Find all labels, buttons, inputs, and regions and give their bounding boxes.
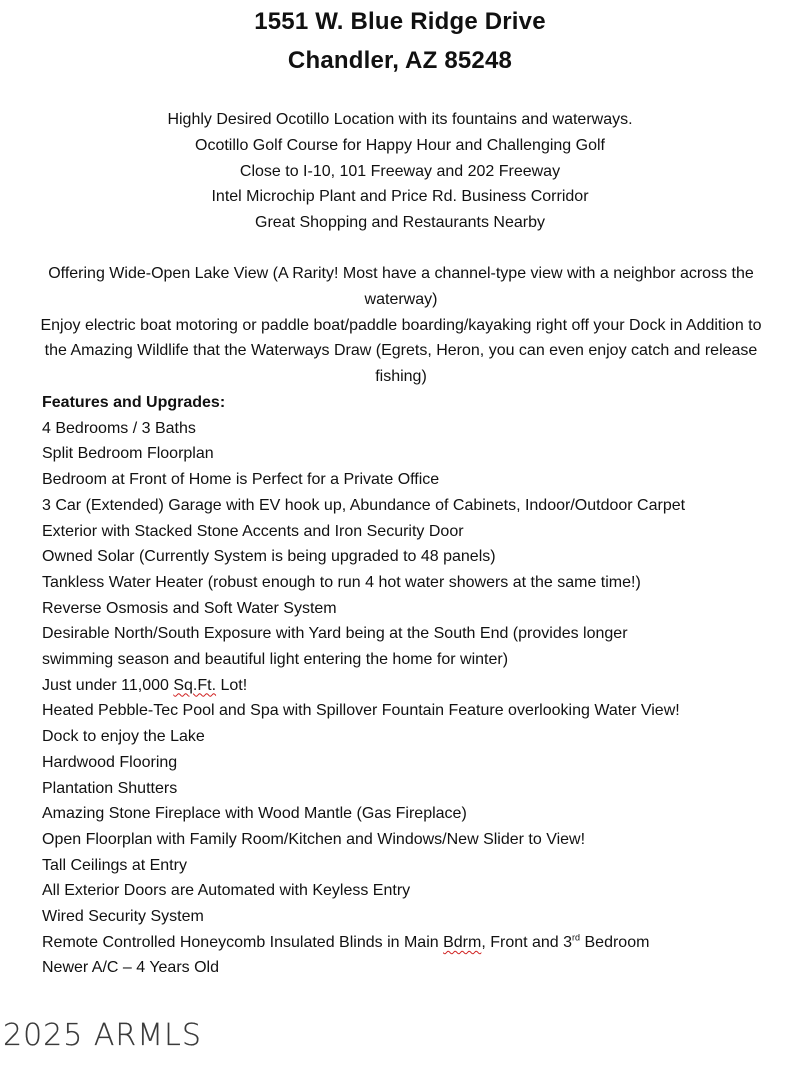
- feature-item: 3 Car (Extended) Garage with EV hook up, Abundance of Cabinets, Indoor/Outdoor Carpet: [42, 496, 686, 514]
- intro-line: Intel Microchip Plant and Price Rd. Business Corridor: [211, 188, 589, 206]
- feature-item: Tankless Water Heater (robust enough to run 4 hot water showers at the same time!): [42, 573, 641, 591]
- feature-item: Dock to enjoy the Lake: [42, 728, 205, 746]
- features-heading: Features and Upgrades:: [42, 394, 226, 411]
- feature-item: Owned Solar (Currently System is being upgraded to 48 panels): [42, 548, 496, 566]
- blinds-text-end: Bedroom: [580, 933, 650, 951]
- ordinal-superscript: rd: [572, 932, 581, 943]
- intro-line: Ocotillo Golf Course for Happy Hour and Challenging Golf: [195, 136, 605, 154]
- feature-item: Exterior with Stacked Stone Accents and Iron Security Door: [42, 522, 464, 540]
- spellcheck-word: Bdrm: [443, 933, 482, 951]
- feature-item: All Exterior Doors are Automated with Keyless Entry: [42, 882, 411, 900]
- feature-item: Tall Ceilings at Entry: [42, 856, 187, 874]
- feature-item: Hardwood Flooring: [42, 753, 178, 771]
- feature-item: Plantation Shutters: [42, 779, 178, 797]
- copyright-watermark: 2025 ARMLS: [3, 1018, 202, 1053]
- intro-line: Highly Desired Ocotillo Location with its fountains and waterways.: [167, 111, 633, 128]
- address-line-2: Chandler, AZ 85248: [287, 47, 513, 74]
- intro-block: [40, 107, 760, 236]
- blinds-text: Remote Controlled Honeycomb Insulated Blinds in Main: [42, 933, 444, 951]
- lot-text: Just under 11,000: [42, 676, 174, 694]
- blinds-text-mid: , Front and 3: [481, 933, 573, 951]
- feature-item: Wired Security System: [42, 908, 204, 926]
- feature-item: Split Bedroom Floorplan: [42, 445, 214, 463]
- feature-item-blinds: [42, 930, 782, 956]
- lake-view-paragraph: Offering Wide-Open Lake View (A Rarity! Most have a channel-type view with a neighbor across the waterway): [48, 265, 754, 308]
- feature-item: 4 Bedrooms / 3 Baths: [42, 419, 196, 437]
- spellcheck-word: Sq.Ft.: [173, 676, 217, 694]
- feature-item: Bedroom at Front of Home is Perfect for a Private Office: [42, 471, 440, 489]
- feature-item: Desirable North/South Exposure with Yard being at the South End (provides longer swimming season and beautiful light entering the home for winter): [42, 625, 628, 669]
- address-line-1: 1551 W. Blue Ridge Drive: [254, 8, 546, 35]
- lot-text-end: Lot!: [216, 676, 248, 694]
- feature-item: Amazing Stone Fireplace with Wood Mantle (Gas Fireplace): [42, 805, 467, 823]
- feature-item: Newer A/C – 4 Years Old: [42, 959, 219, 977]
- wildlife-paragraph: Enjoy electric boat motoring or paddle boat/paddle boarding/kayaking right off your Dock in Addition to the Amazing Wildlife that the Waterways Draw (Egrets, Heron, you can even enjoy catch and release fishing): [40, 316, 762, 386]
- feature-item: Reverse Osmosis and Soft Water System: [42, 599, 337, 617]
- view-block: [36, 261, 766, 390]
- intro-line: Close to I-10, 101 Freeway and 202 Freeway: [239, 162, 561, 180]
- feature-item: Heated Pebble-Tec Pool and Spa with Spillover Fountain Feature overlooking Water View!: [42, 702, 680, 720]
- feature-item-lot: [42, 673, 782, 699]
- intro-line: Great Shopping and Restaurants Nearby: [255, 214, 545, 232]
- features-list: [42, 390, 782, 981]
- feature-item: Open Floorplan with Family Room/Kitchen and Windows/New Slider to View!: [42, 830, 586, 848]
